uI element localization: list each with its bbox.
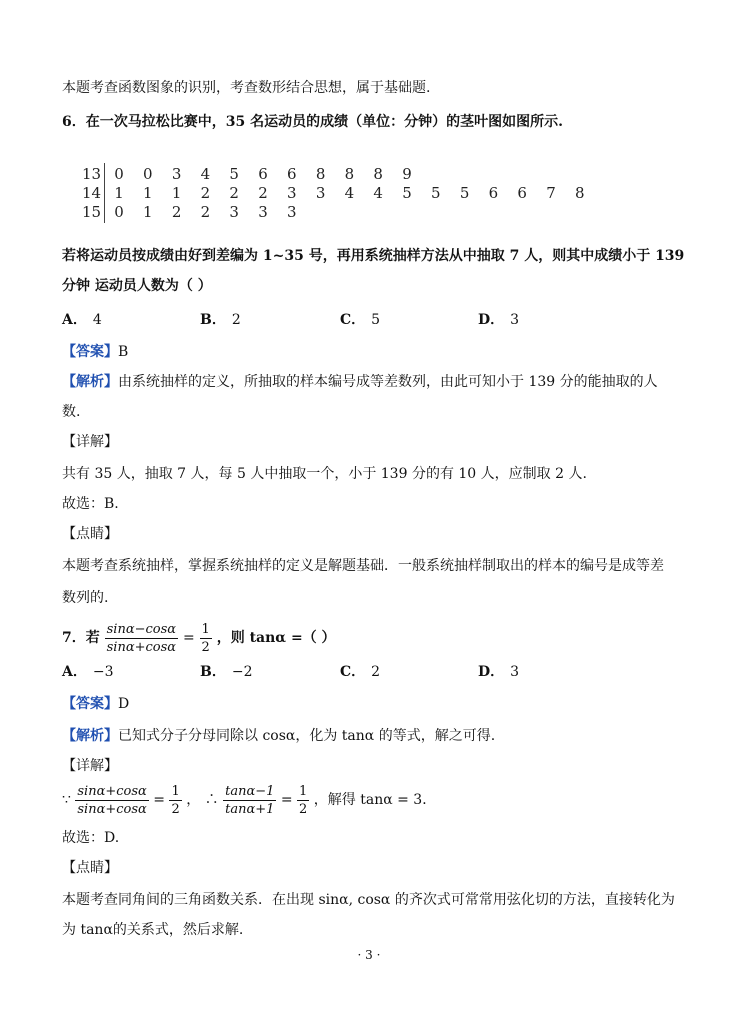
q6-text-1: 若将运动员按成绩由好到差编为 1~35 号，再用系统抽样方法从中抽取 7 人，则其中成绩小于 139 bbox=[62, 248, 685, 264]
q7-detail-tag: 【详解】 bbox=[62, 758, 118, 774]
q6-note-2: 数列的. bbox=[62, 590, 109, 606]
q7-rhs-fraction: $\frac{1}{2}$ bbox=[201, 621, 210, 655]
leaf-value: 1 bbox=[171, 184, 182, 202]
leaf-value: 0 bbox=[143, 165, 153, 183]
leaf-value: 8 bbox=[344, 165, 355, 183]
q6-option-b: B． 2 bbox=[200, 312, 241, 328]
q7-option-b: B． −2 bbox=[200, 664, 253, 680]
detail-half-2: $\frac{1}{2}$ bbox=[299, 783, 308, 817]
q7-detail-equation: ∵ $\frac{\sin\alpha+\cos\alpha}{\sin\alpha+\cos\alpha}$ = $\frac{1}{2}$ ， ∴ $\frac{\tan\alpha-1}{\tan\alpha+1}$ = $\frac{1}{2}$ ，解得 tanα = 3． bbox=[62, 783, 437, 817]
q6-analysis-2: 数. bbox=[62, 404, 81, 420]
leaf-value: 5 bbox=[229, 165, 239, 183]
q7-choose: 故选：D. bbox=[62, 830, 120, 846]
q7-option-c: C． 2 bbox=[340, 664, 381, 680]
leaf-value: 2 bbox=[171, 203, 182, 221]
stem-value: 14 bbox=[82, 184, 102, 202]
q6-detail: 共有 35 人，抽取 7 人，每 5 人中抽取一个，小于 139 分的有 10 人，应制取 2 人. bbox=[62, 466, 587, 482]
q6-option-a: A． 4 bbox=[62, 312, 102, 328]
leaf-value: 0 bbox=[114, 203, 124, 221]
leaf-value: 1 bbox=[114, 184, 124, 202]
leaf-value: 3 bbox=[287, 203, 297, 221]
q7-analysis: 【解析】已知式分子分母同除以 cosα，化为 tanα 的等式，解之可得. bbox=[62, 728, 496, 744]
leaf-value: 6 bbox=[287, 165, 297, 183]
detail-fraction-2: $\frac{\tan\alpha-1}{\tan\alpha+1}$ bbox=[225, 783, 275, 817]
leaf-value: 4 bbox=[344, 184, 355, 202]
leaf-value: 3 bbox=[171, 165, 182, 183]
q7-note-2: 为 tanα的关系式，然后求解. bbox=[62, 922, 244, 938]
detail-fraction-1: $\frac{\sin\alpha+\cos\alpha}{\sin\alpha+\cos\alpha}$ bbox=[77, 783, 147, 817]
q7-option-d: D． 3 bbox=[478, 664, 520, 680]
leaf-value: 6 bbox=[517, 184, 527, 202]
q6-stem: 6．在一次马拉松比赛中，35 名运动员的成绩（单位：分钟）的茎叶图如图所示. bbox=[62, 114, 563, 130]
intro-text: 本题考查函数图象的识别，考查数形结合思想，属于基础题. bbox=[62, 80, 431, 96]
leaf-value: 3 bbox=[258, 203, 268, 221]
leaf-value: 7 bbox=[546, 184, 556, 202]
q6-detail-tag: 【详解】 bbox=[62, 434, 118, 450]
stem-value: 15 bbox=[82, 203, 102, 221]
q7-note-tag: 【点睛】 bbox=[62, 860, 118, 876]
q7-fraction: $\frac{\sin\alpha-\cos\alpha}{\sin\alpha+\cos\alpha}$ bbox=[106, 621, 177, 655]
leaf-value: 8 bbox=[373, 165, 383, 183]
stem-value: 13 bbox=[82, 165, 102, 183]
q7-answer: 【答案】D bbox=[62, 696, 130, 712]
leaf-value: 2 bbox=[200, 203, 211, 221]
leaf-value: 8 bbox=[575, 184, 585, 202]
leaf-value: 3 bbox=[287, 184, 297, 202]
leaf-value: 3 bbox=[229, 203, 239, 221]
leaf-value: 2 bbox=[258, 184, 268, 202]
q6-answer: 【答案】B bbox=[62, 344, 129, 360]
q6-option-d: D． 3 bbox=[478, 312, 520, 328]
q7-option-a: A． −3 bbox=[62, 664, 114, 680]
q6-text-2: 分钟 运动员人数为（ ） bbox=[62, 278, 212, 294]
page-number: · 3 · bbox=[357, 948, 381, 962]
leaf-value: 2 bbox=[200, 184, 211, 202]
leaf-value: 5 bbox=[431, 184, 441, 202]
leaf-value: 8 bbox=[315, 165, 326, 183]
leaf-value: 5 bbox=[459, 184, 470, 202]
leaf-value: 4 bbox=[200, 165, 211, 183]
q7-stem: 7．若 $\frac{\sin\alpha-\cos\alpha}{\sin\alpha+\cos\alpha}$ = $\frac{1}{2}$ ，则 tanα =（ ） bbox=[62, 621, 336, 655]
leaf-value: 9 bbox=[402, 165, 412, 183]
q6-option-c: C． 5 bbox=[340, 312, 381, 328]
q6-note-tag: 【点睛】 bbox=[62, 526, 118, 542]
leaf-value: 1 bbox=[143, 203, 153, 221]
leaf-value: 5 bbox=[402, 184, 412, 202]
leaf-value: 0 bbox=[114, 165, 124, 183]
q6-note-1: 本题考查系统抽样，掌握系统抽样的定义是解题基础．一般系统抽样制取出的样本的编号是成等差 bbox=[62, 558, 664, 574]
leaf-value: 1 bbox=[143, 184, 153, 202]
detail-half-1: $\frac{1}{2}$ bbox=[171, 783, 180, 817]
leaf-value: 6 bbox=[258, 165, 268, 183]
q7-note-1: 本题考查同角间的三角函数关系．在出现 sinα, cosα 的齐次式可常常用弦化切的方法，直接转化为 bbox=[62, 892, 675, 908]
leaf-value: 3 bbox=[315, 184, 326, 202]
leaf-value: 6 bbox=[488, 184, 499, 202]
leaf-value: 4 bbox=[373, 184, 383, 202]
q6-analysis-1: 【解析】由系统抽样的定义，所抽取的样本编号成等差数列，由此可知小于 139 分的能抽取的人 bbox=[62, 374, 658, 390]
leaf-value: 2 bbox=[229, 184, 239, 202]
q6-choose: 故选：B. bbox=[62, 496, 119, 512]
